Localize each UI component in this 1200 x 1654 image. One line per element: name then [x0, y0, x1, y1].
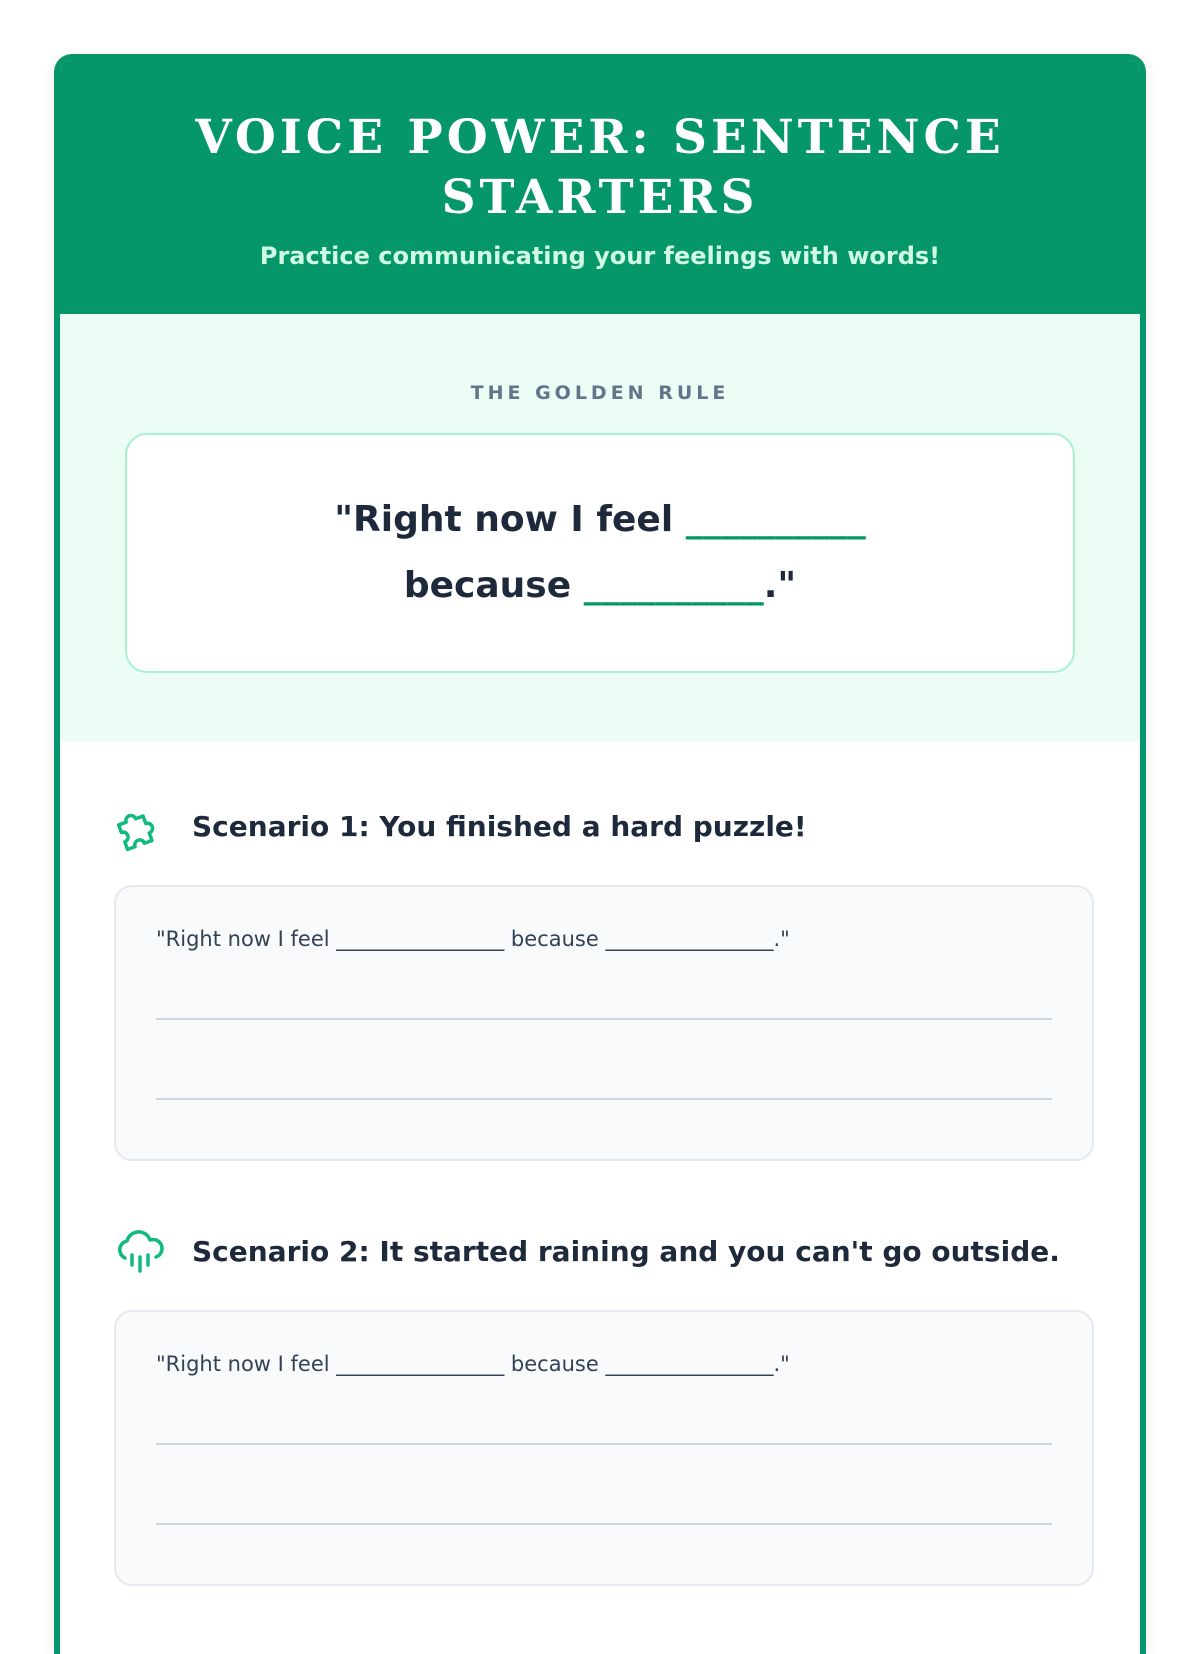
golden-rule-box: [125, 433, 1075, 673]
golden-rule-section: [60, 314, 1140, 742]
scenario-2: [114, 1221, 1094, 1586]
scenario-2-title: Scenario 2: It started raining and you can't go outside.: [192, 1234, 1060, 1268]
scenario-1-write-line-2[interactable]: [156, 1098, 1052, 1100]
page-subtitle: Practice communicating your feelings with words!: [259, 242, 941, 270]
scenario-2-write-line-2[interactable]: [156, 1523, 1052, 1525]
golden-rule-blank-because: __________: [583, 565, 764, 606]
scenario-2-heading: [114, 1221, 1094, 1281]
scenario-2-write-line-1[interactable]: [156, 1443, 1052, 1445]
golden-rule-label: THE GOLDEN RULE: [470, 382, 730, 404]
scenario-2-prompt: "Right now I feel ________________ because ________________.": [156, 1352, 790, 1376]
scenario-2-answer-box[interactable]: [114, 1310, 1094, 1586]
golden-rule-blank-feel: __________: [685, 499, 866, 540]
worksheet-card: [54, 54, 1146, 1654]
golden-rule-line2-text: because: [403, 565, 584, 606]
scenario-1-answer-box[interactable]: [114, 885, 1094, 1161]
scenario-1-write-line-1[interactable]: [156, 1018, 1052, 1020]
scenario-1-prompt: "Right now I feel ________________ because ________________.": [156, 927, 790, 951]
rain-cloud-icon: [114, 1225, 166, 1277]
scenario-1-heading: [114, 796, 1094, 856]
scenario-1: [114, 796, 1094, 1161]
page-title: VOICE POWER: SENTENCE STARTERS: [195, 110, 1005, 225]
golden-rule-line2-end: .": [763, 565, 797, 606]
golden-rule-sentence: [320, 487, 880, 619]
puzzle-icon: [114, 800, 166, 852]
scenario-1-title: Scenario 1: You finished a hard puzzle!: [192, 809, 807, 843]
golden-rule-line1-text: "Right now I feel: [334, 499, 686, 540]
header-banner: [60, 60, 1140, 314]
